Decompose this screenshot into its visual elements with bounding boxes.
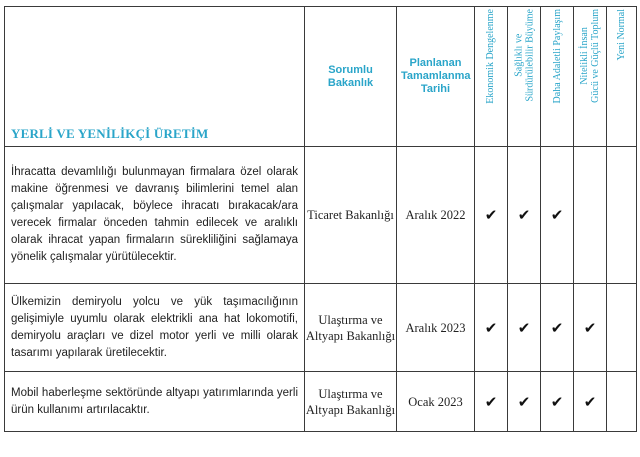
table-row (5, 147, 637, 284)
responsible-ministry: Ulaştırma ve Altyapı Bakanlığı (305, 372, 397, 432)
goal-label: Ekonomik Dengelenme (485, 9, 497, 104)
empty-goal-cell (607, 372, 637, 432)
checkmark-icon: ✔ (475, 284, 508, 372)
table-row (5, 284, 637, 372)
goal-label-line: Nitelikli İnsan (579, 27, 590, 85)
goal-label: Yeni Normal (616, 9, 627, 61)
checkmark-icon: ✔ (541, 372, 574, 432)
checkmark-icon: ✔ (508, 147, 541, 284)
section-title: YERLİ VE YENİLİKÇİ ÜRETİM (5, 7, 305, 147)
checkmark-icon: ✔ (574, 284, 607, 372)
action-description: Ülkemizin demiryolu yolcu ve yük taşımacılığının gelişimiyle uyumlu olarak elektrikli ana hat lokomotifi, demiryolu araçları ve dizel motor yerli ve milli olarak tasarımı yapılarak üretilecektir. (5, 284, 305, 372)
checkmark-icon: ✔ (508, 372, 541, 432)
checkmark-icon: ✔ (475, 372, 508, 432)
goal-label-line: Sağlıklı ve (513, 33, 524, 77)
planned-date: Aralık 2022 (397, 147, 475, 284)
goal-header-5 (607, 7, 637, 147)
planned-date: Ocak 2023 (397, 372, 475, 432)
action-plan-table (4, 6, 637, 432)
goal-label-line: Sürdürülebilir Büyüme (524, 9, 535, 102)
responsible-ministry: Ticaret Bakanlığı (305, 147, 397, 284)
action-description: Mobil haberleşme sektöründe altyapı yatırımlarında yerli ürün kullanımı artırılacaktır. (5, 372, 305, 432)
checkmark-icon: ✔ (574, 372, 607, 432)
planned-date: Aralık 2023 (397, 284, 475, 372)
goal-label (579, 9, 601, 103)
checkmark-icon: ✔ (541, 284, 574, 372)
table-row (5, 372, 637, 432)
responsible-ministry-header: Sorumlu Bakanlık (305, 7, 397, 147)
goal-label: Daha Adaletli Paylaşım (551, 9, 563, 104)
planned-date-header: Planlanan Tamamlanma Tarihi (397, 7, 475, 147)
empty-goal-cell (574, 147, 607, 284)
action-description: İhracatta devamlılığı bulunmayan firmalara özel olarak makine öğrenmesi ve davranış bilimlerini temel alan çalışmalar yapılacak, böylece ihracatı bırakacak/ara verecek firmalar önceden tahmin edilecek ve aralıklı olarak ihracat yapan firmaların sürekliliğini sağlamaya yönelik çalışmalar yürütülecektir. (5, 147, 305, 284)
goal-header-2 (508, 7, 541, 147)
goal-header-3 (541, 7, 574, 147)
goal-label (513, 9, 535, 102)
checkmark-icon: ✔ (541, 147, 574, 284)
goal-header-1 (475, 7, 508, 147)
goal-header-4 (574, 7, 607, 147)
checkmark-icon: ✔ (508, 284, 541, 372)
empty-goal-cell (607, 147, 637, 284)
checkmark-icon: ✔ (475, 147, 508, 284)
goal-label-line: Gücü ve Güçlü Toplum (590, 9, 601, 103)
header-row (5, 7, 637, 147)
empty-goal-cell (607, 284, 637, 372)
responsible-ministry: Ulaştırma ve Altyapı Bakanlığı (305, 284, 397, 372)
